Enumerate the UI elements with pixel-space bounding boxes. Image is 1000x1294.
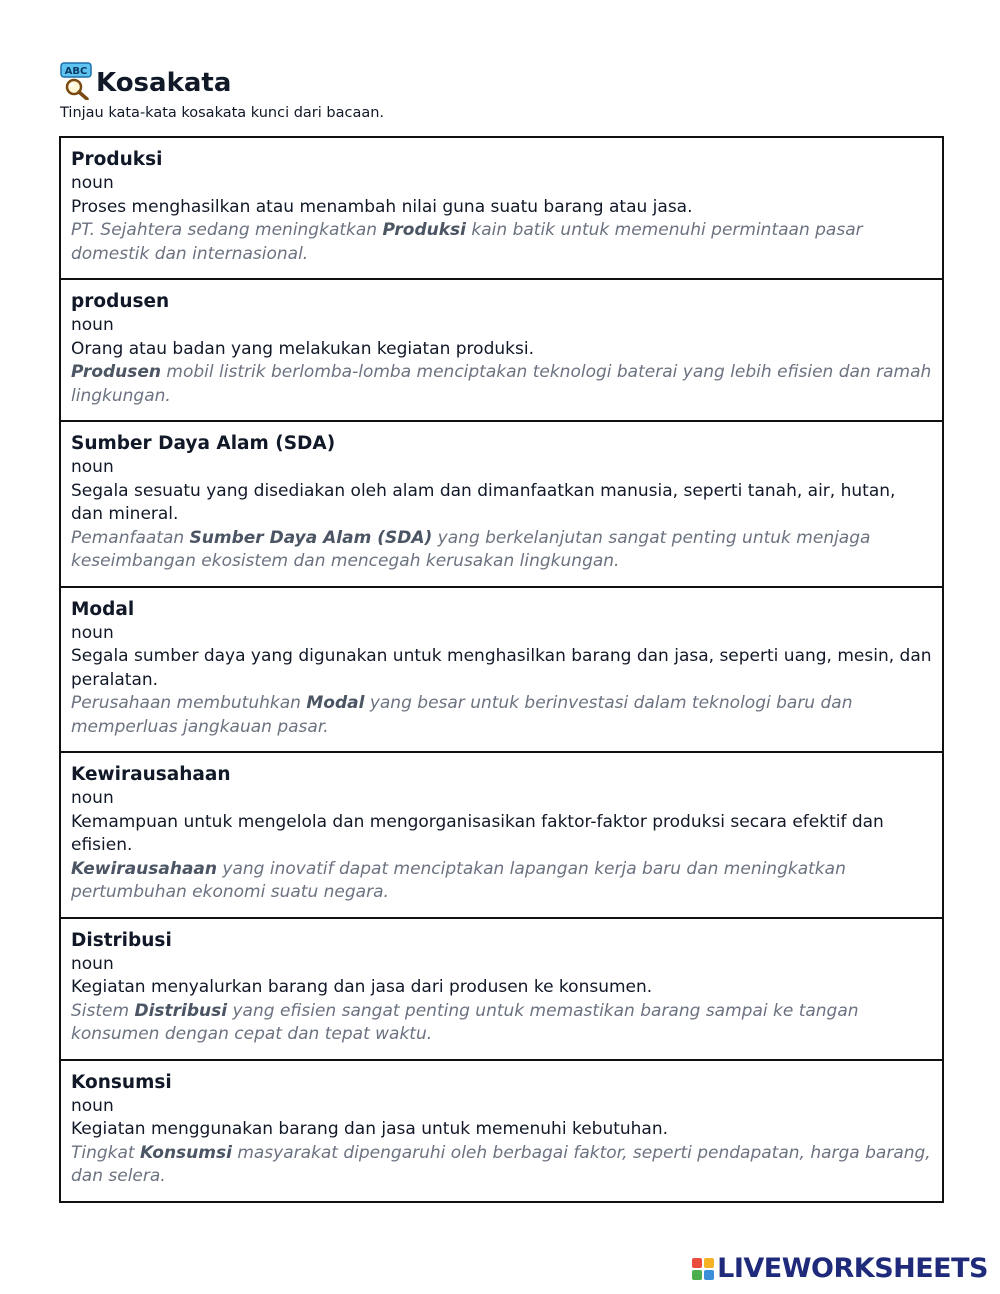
vocab-example-before: Perusahaan membutuhkan [71, 693, 307, 713]
vocab-example-after: yang efisien sangat penting untuk memastikan barang sampai ke tangan konsumen dengan cepat dan tepat waktu. [71, 1000, 859, 1044]
vocab-part-of-speech: noun [71, 315, 114, 335]
vocab-example [71, 361, 932, 408]
vocab-example-before: Pemanfaatan [71, 527, 190, 548]
title-row [60, 58, 940, 100]
vocab-part-of-speech: noun [71, 1095, 114, 1116]
vocab-example [71, 1000, 932, 1047]
vocab-entry [61, 138, 942, 280]
header [60, 58, 940, 122]
vocab-entry [61, 422, 942, 588]
vocab-term: Kewirausahaan [71, 764, 231, 785]
vocab-definition: Segala sumber daya yang digunakan untuk menghasilkan barang dan jasa, seperti uang, mesin, dan peralatan. [71, 646, 932, 690]
vocab-term: Distribusi [71, 929, 172, 951]
vocab-term: Sumber Daya Alam (SDA) [71, 433, 336, 454]
abc-icon-text: ABC [64, 66, 88, 77]
page-title: Kosakata [96, 68, 232, 98]
vocab-example [71, 219, 932, 266]
logo-block [704, 1270, 714, 1280]
vocab-example-after: yang besar untuk berinvestasi dalam teknologi baru dan memperluas jangkauan pasar. [71, 693, 853, 737]
vocab-term: Produksi [71, 149, 163, 170]
vocab-definition: Proses menghasilkan atau menambah nilai guna suatu barang atau jasa. [71, 196, 693, 217]
vocab-example [71, 692, 932, 739]
vocab-definition: Orang atau badan yang melakukan kegiatan produksi. [71, 338, 534, 359]
page-subtitle: Tinjau kata-kata kosakata kunci dari bacaan. [60, 105, 385, 121]
vocab-definition: Segala sesuatu yang disediakan oleh alam dan dimanfaatkan manusia, seperti tanah, air, hutan, dan mineral. [71, 480, 896, 524]
vocab-example-term: Konsumsi [140, 1142, 232, 1163]
vocab-example-term: Modal [306, 693, 365, 713]
vocab-part-of-speech: noun [71, 173, 114, 193]
vocab-example-before: Tingkat [71, 1142, 141, 1163]
vocab-entry [61, 280, 942, 422]
vocab-example-term: Distribusi [134, 1000, 228, 1021]
vocab-part-of-speech: noun [71, 457, 114, 477]
vocab-example-after: kain batik untuk memenuhi permintaan pasar domestik dan internasional. [71, 220, 863, 264]
vocab-list [59, 136, 944, 1203]
vocab-example-before: PT. Sejahtera sedang meningkatkan [71, 220, 383, 240]
vocab-example [71, 1142, 932, 1189]
vocab-entry [61, 1061, 942, 1201]
vocab-part-of-speech: noun [71, 622, 114, 643]
vocab-example-before: Sistem [71, 1000, 135, 1021]
logo-block [692, 1258, 702, 1268]
liveworksheets-blocks-icon [692, 1258, 714, 1280]
vocab-example-term: Produsen [71, 362, 162, 382]
logo-block [692, 1270, 702, 1280]
vocab-example-after: masyarakat dipengaruhi oleh berbagai faktor, seperti pendapatan, harga barang, dan selera. [71, 1142, 931, 1186]
vocab-definition: Kemampuan untuk mengelola dan mengorganisasikan faktor-faktor produksi secara efektif dan efisien. [71, 811, 884, 855]
vocab-example-term: Kewirausahaan [71, 858, 218, 879]
vocab-example [71, 527, 932, 574]
vocab-definition: Kegiatan menyalurkan barang dan jasa dari produsen ke konsumen. [71, 977, 653, 997]
vocab-part-of-speech: noun [71, 788, 114, 808]
vocab-term: Konsumsi [71, 1071, 172, 1093]
vocab-term: produsen [71, 291, 170, 312]
logo-block [704, 1258, 714, 1268]
liveworksheets-logo [692, 1254, 988, 1284]
vocab-example-term: Sumber Daya Alam (SDA) [189, 527, 433, 548]
abc-magnifier-icon [60, 62, 96, 100]
vocab-entry [61, 753, 942, 919]
vocab-entry [61, 919, 942, 1061]
vocab-entry [61, 588, 942, 754]
vocab-example-term: Produksi [382, 220, 467, 240]
vocab-term: Modal [71, 598, 135, 620]
liveworksheets-wordmark: LIVEWORKSHEETS [717, 1253, 988, 1284]
vocab-example-after: yang berkelanjutan sangat penting untuk menjaga keseimbangan ekosistem dan mencegah kerusakan lingkungan. [71, 527, 871, 571]
vocab-definition: Kegiatan menggunakan barang dan jasa untuk memenuhi kebutuhan. [71, 1119, 669, 1139]
vocab-example-after: mobil listrik berlomba-lomba menciptakan teknologi baterai yang lebih efisien dan ramah lingkungan. [71, 362, 932, 406]
vocab-example [71, 858, 932, 905]
vocab-example-after: yang inovatif dapat menciptakan lapangan kerja baru dan meningkatkan pertumbuhan ekonomi suatu negara. [71, 858, 846, 902]
vocab-part-of-speech: noun [71, 953, 114, 974]
